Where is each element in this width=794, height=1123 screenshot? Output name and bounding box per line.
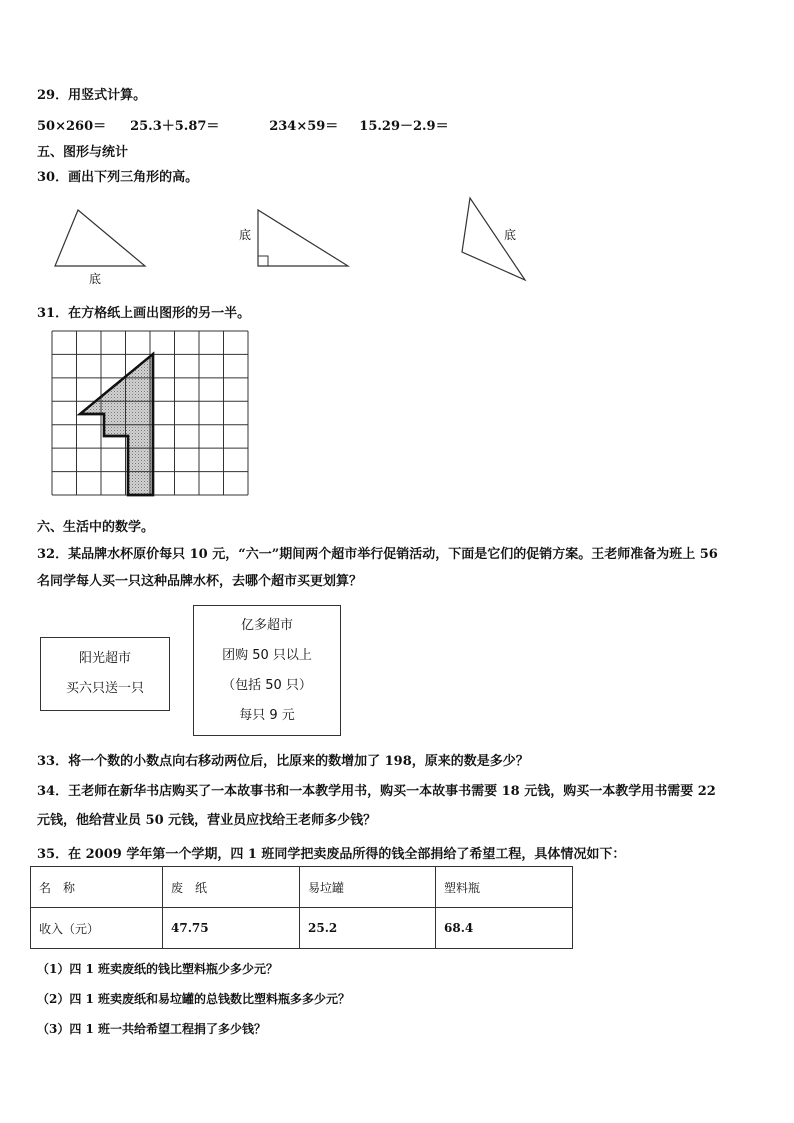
triangle-3-base-label: 底: [504, 228, 517, 242]
q35-sub-2: （2）四 1 班卖废纸和易垃罐的总钱数比塑料瓶多多少元？: [37, 992, 351, 1006]
triangle-2-base-label: 底: [239, 228, 252, 242]
q32-line1: 32．某品牌水杯原价每只 10 元，“六一”期间两个超市举行促销活动，下面是它们的促销方案。王老师准备为班上 56: [37, 547, 718, 562]
section-6-heading: 六、生活中的数学。: [37, 520, 155, 535]
table-header-cell: 易垃罐: [300, 867, 436, 908]
q30-label: 30．画出下列三角形的高。: [37, 170, 199, 185]
table-header-cell: 废 纸: [163, 867, 300, 908]
store-b-box: [193, 605, 341, 736]
q34-line2: 元钱，他给营业员 50 元钱，营业员应找给王老师多少钱？: [37, 813, 377, 828]
q35-label: 35．在 2009 学年第一个学期，四 1 班同学把卖废品所得的钱全部捐给了希望工程，具体情况如下：: [37, 847, 626, 862]
q35-sub-1: （1）四 1 班卖废纸的钱比塑料瓶少多少元？: [37, 962, 279, 976]
q29-expr-4: 15.29－2.9＝: [359, 119, 449, 134]
triangle-2-right: [258, 210, 348, 266]
triangle-1: [55, 210, 145, 266]
store-a-offer: 买六只送一只: [65, 681, 144, 696]
table-cell: 47.75: [163, 908, 300, 949]
q31-label: 31．在方格纸上画出图形的另一半。: [37, 306, 251, 321]
table-cell: 25.2: [300, 908, 436, 949]
q31-grid: [48, 328, 253, 500]
section-5-heading: 五、图形与统计: [37, 145, 129, 160]
q35-sub-3: （3）四 1 班一共给希望工程捐了多少钱？: [37, 1022, 267, 1036]
store-a-name: 阳光超市: [78, 651, 131, 666]
triangle-1-base-label: 底: [89, 272, 102, 286]
store-b-offer-1: 团购 50 只以上: [222, 647, 312, 663]
q29-label: 29．用竖式计算。: [37, 88, 147, 103]
q34-line1: 34．王老师在新华书店购买了一本故事书和一本教学用书，购买一本故事书需要 18 元钱，购买一本教学用书需要 22: [37, 784, 716, 799]
table-header-row: [31, 867, 573, 908]
q29-expressions: [37, 115, 449, 134]
store-b-name: 亿多超市: [240, 617, 293, 633]
q33-label: 33．将一个数的小数点向右移动两位后，比原来的数增加了 198，原来的数是多少？: [37, 754, 529, 769]
q29-expr-3: 234×59＝: [269, 119, 339, 134]
table-header-cell: 名 称: [31, 867, 163, 908]
store-b-offer-2: （包括 50 只）: [222, 677, 312, 693]
table-cell: 收入（元）: [31, 908, 163, 949]
table-cell: 68.4: [436, 908, 573, 949]
right-angle-mark: [258, 256, 268, 266]
store-b-offer-3: 每只 9 元: [239, 707, 295, 723]
income-table: [30, 866, 573, 949]
store-a-box: [40, 637, 170, 711]
table-header-cell: 塑料瓶: [436, 867, 573, 908]
q29-expr-1: 50×260＝: [37, 119, 107, 134]
table-row: [31, 908, 573, 949]
q32-line2: 名同学每人买一只这种品牌水杯，去哪个超市买更划算？: [37, 574, 363, 589]
q29-expr-2: 25.3＋5.87＝: [130, 119, 220, 134]
q30-triangles: [0, 190, 794, 290]
